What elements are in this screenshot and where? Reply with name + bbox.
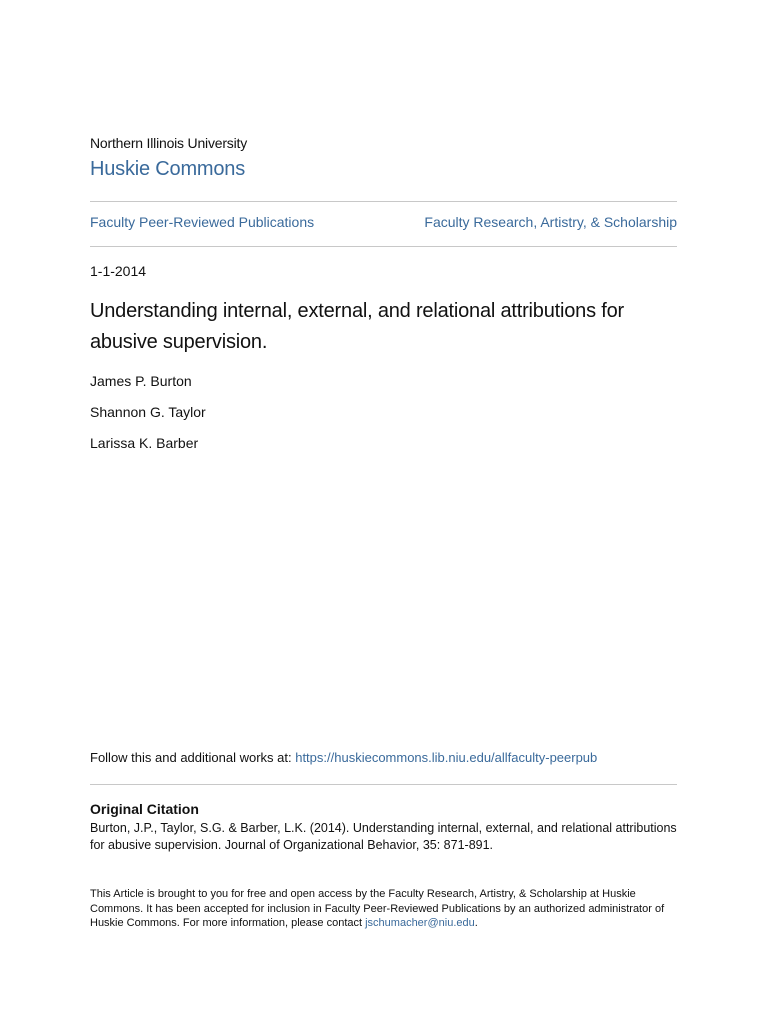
publication-date: 1-1-2014 xyxy=(90,263,147,279)
citation-text: Burton, J.P., Taylor, S.G. & Barber, L.K. (2014). Understanding internal, external, and relational attributions for abusive supervision. Journal of Organizational Behavior, 35: 871-891. xyxy=(90,821,677,852)
follow-line xyxy=(90,750,597,765)
divider xyxy=(90,201,677,202)
collection-link-peer-reviewed[interactable]: Faculty Peer-Reviewed Publications xyxy=(90,214,315,230)
divider xyxy=(90,246,677,247)
notice-text: This Article is brought to you for free and open access by the Faculty Research, Artistry, & Scholarship at Huskie Commons. It has been accepted for inclusion in Faculty Peer-Reviewed Publications by an authorized administrator of Huskie Commons. For more information, please contact xyxy=(90,888,665,929)
author-name: Larissa K. Barber xyxy=(90,435,199,451)
follow-prefix: Follow this and additional works at: xyxy=(90,750,296,765)
divider xyxy=(90,784,677,785)
notice-suffix: . xyxy=(474,917,478,929)
article-title: Understanding internal, external, and relational attributions for abusive supervision. xyxy=(90,300,624,353)
citation-heading: Original Citation xyxy=(90,801,199,817)
author-name: Shannon G. Taylor xyxy=(90,404,206,420)
follow-url-link[interactable]: https://huskiecommons.lib.niu.edu/allfaculty-peerpub xyxy=(295,750,598,765)
repository-link[interactable]: Huskie Commons xyxy=(90,158,246,180)
contact-email-link[interactable]: jschumacher@niu.edu xyxy=(365,917,475,929)
collection-link-faculty-research[interactable]: Faculty Research, Artistry, & Scholarship xyxy=(424,214,677,230)
access-notice xyxy=(90,887,680,931)
institution-name: Northern Illinois University xyxy=(90,135,248,151)
author-name: James P. Burton xyxy=(90,373,192,389)
